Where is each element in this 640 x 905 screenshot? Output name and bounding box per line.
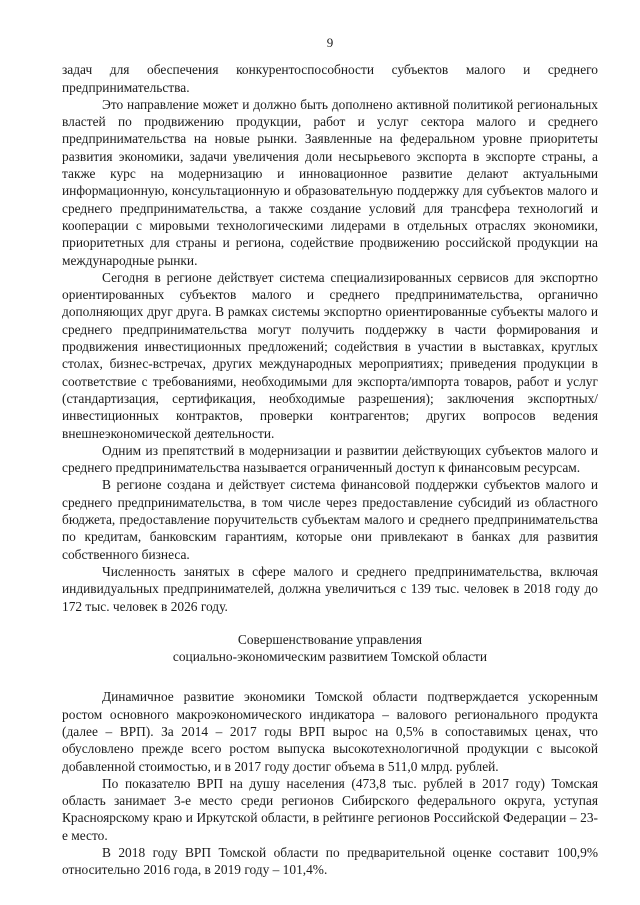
paragraph: По показателю ВРП на душу населения (473,8 тыс. рублей в 2017 году) Томская область занимает 3-е место среди регионов Сибирского федерального округа, уступая Красноярскому краю и Иркутской области, в рейтинге регионов Российской Федерации – 23-е место. [62, 775, 598, 843]
document-page [62, 34, 598, 879]
paragraph: Динамичное развитие экономики Томской области подтверждается ускоренным ростом основного макроэкономического индикатора – валового регионального продукта (далее – ВРП). За 2014 – 2017 годы ВРП вырос на 0,5% в сопоставимых ценах, что обусловлено прежде всего ростом выпуска высокотехнологичной продукции с высокой добавленной стоимостью, и в 2017 году достиг объема в 511,0 млрд. рублей. [62, 689, 598, 774]
page-number: 9 [326, 35, 334, 50]
section-heading-line-2: социально-экономическим развитием Томской области [172, 649, 488, 665]
paragraph: В регионе создана и действует система финансовой поддержки субъектов малого и среднего предпринимательства, в том числе через предоставление субсидий из областного бюджета, предоставление поручительств субъектам малого и среднего предпринимательства по кредитам, банковским гарантиям, которые они привлекают в банках для развития собственного бизнеса. [62, 477, 598, 562]
section-heading [62, 631, 598, 666]
paragraph: Одним из препятствий в модернизации и развитии действующих субъектов малого и среднего предпринимательства называется ограниченный доступ к финансовым ресурсам. [62, 442, 598, 476]
paragraph: Сегодня в регионе действует система специализированных сервисов для экспортно ориентированных субъектов малого и среднего предпринимательства, органично дополняющих друг друга. В рамках системы экспортно ориентированные субъекты малого и среднего предпринимательства могут получить поддержку в части формирования и продвижения инвестиционных предложений; содействия в участии в выставках, круглых столах, бизнес-встречах, других международных мероприятиях; приведения продукции в соответствие с требованиями, необходимыми для экспорта/импорта товаров, работ и услуг (стандартизация, сертификация, необходимые разрешения); заключения экспортных/инвестиционных контрактов, проверки контрагентов; других вопросов ведения внешнеэкономической деятельности. [62, 269, 598, 441]
paragraph: Это направление может и должно быть дополнено активной политикой региональных властей по продвижению продукции, работ и услуг сектора малого и среднего предпринимательства на новые рынки. Заявленные на федеральном уровне приоритеты развития экономики, задачи увеличения доли несырьевого экспорта в экспорте страны, а также курс на модернизацию и инновационное развитие делают актуальными информационную, консультационную и образовательную поддержку для субъектов малого и среднего предпринимательства, а также создание условий для трансфера технологий и кооперации с мировыми технологическими лидерами в отдельных отраслях экономики, приоритетных для страны и региона, содействие продвижению российской продукции на международные рынки. [62, 96, 598, 268]
paragraph: В 2018 году ВРП Томской области по предварительной оценке составит 100,9% относительно 2016 года, в 2019 году – 101,4%. [62, 845, 598, 878]
section-heading-line-1: Совершенствование управления [237, 631, 423, 647]
paragraph: задач для обеспечения конкурентоспособности субъектов малого и среднего предпринимательства. [62, 62, 598, 95]
paragraph: Численность занятых в сфере малого и среднего предпринимательства, включая индивидуальных предпринимателей, должна увеличиться с 139 тыс. человек в 2018 году до 172 тыс. человек в 2026 году. [62, 563, 598, 614]
